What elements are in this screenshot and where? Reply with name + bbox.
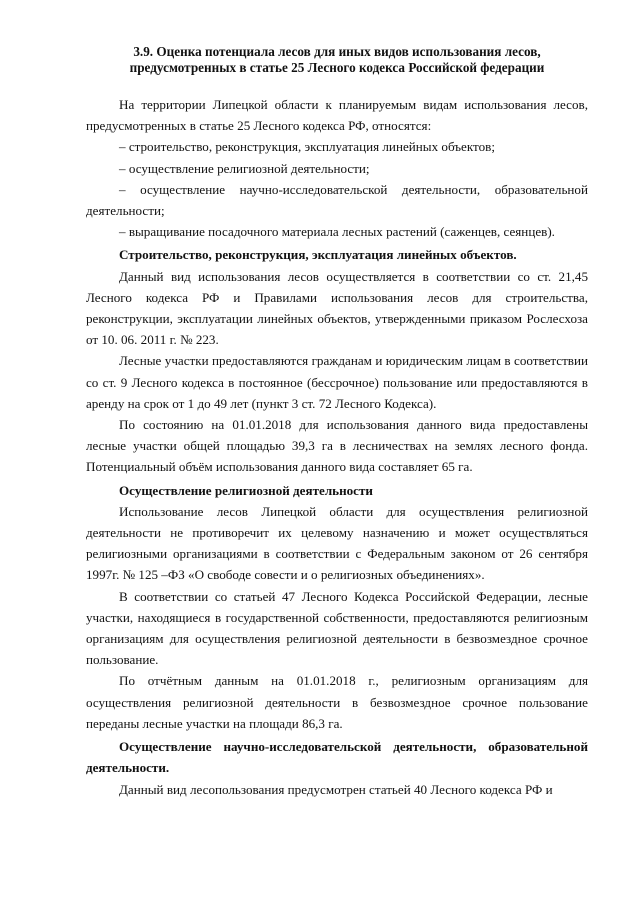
list-item-religious: – осуществление религиозной деятельности; [119,160,370,176]
list-item-seedlings: – выращивание посадочного материала лесных растений (саженцев, сеянцев). [119,224,555,240]
paragraph-linear-provision: Лесные участки предоставляются гражданам и юридическим лицам в соответствии со ст. 9 Лесного кодекса в постоянное (бессрочное) пользование или предоставляются в аренду на срок от 1 до 49 лет (пункт 3 ст. 72 Лесного Кодекса). [86,353,588,411]
subheading-linear-objects: Строительство, реконструкция, эксплуатация линейных объектов. [119,247,517,263]
section-title [86,44,588,76]
paragraph-religious-use: Использование лесов Липецкой области для осуществления религиозной деятельности не противоречит их целевому назначению и может осуществляться религиозными организациями в соответствии с Федеральным законом от 26 сентября 1997г. № 125 –ФЗ «О свободе совести и о религиозных объединениях». [86,503,588,583]
paragraph-linear-status: По состоянию на 01.01.2018 для использования данного вида предоставлены лесные участки общей площадью 39,3 га в лесничествах на землях лесного фонда. Потенциальный объём использования данного вида составляет 65 га. [86,417,588,475]
list-item-research: – осуществление научно-исследовательской деятельности, образовательной деятельности; [86,181,588,219]
paragraph-religious-article-47: В соответствии со статьей 47 Лесного Кодекса Российской Федерации, лесные участки, находящиеся в государственной собственности, предоставляются религиозным организациям для осуществления религиозной деятельности в безвозмездное срочное пользование. [86,588,588,668]
subheading-research: Осуществление научно-исследовательской деятельности, образовательной деятельности. [86,739,588,776]
paragraph-religious-status: По отчётным данным на 01.01.2018 г., религиозным организациям для осуществления религиозной деятельности в безвозмездное срочное пользование переданы лесные участки на площади 86,3 га. [86,673,588,731]
document-page [86,44,588,800]
list-item-linear-objects: – строительство, реконструкция, эксплуатация линейных объектов; [119,139,495,155]
subheading-religious: Осуществление религиозной деятельности [119,482,373,498]
paragraph-linear-legal-basis: Данный вид использования лесов осуществляется в соответствии со ст. 21,45 Лесного кодекса РФ и Правилами использования лесов для строительства, реконструкции, эксплуатации линейных объектов, утвержденными приказом Рослесхоза от 10. 06. 2011 г. № 223. [86,268,588,348]
intro-paragraph: На территории Липецкой области к планируемым видам использования лесов, предусмотренных в статье 25 Лесного кодекса РФ, относятся: [86,97,588,134]
section-title-line-2: предусмотренных в статье 25 Лесного кодекса Российской федерации [129,60,545,75]
paragraph-research-basis: Данный вид лесопользования предусмотрен статьей 40 Лесного кодекса РФ и [119,781,553,797]
section-title-line-1: 3.9. Оценка потенциала лесов для иных видов использования лесов, [133,44,541,59]
